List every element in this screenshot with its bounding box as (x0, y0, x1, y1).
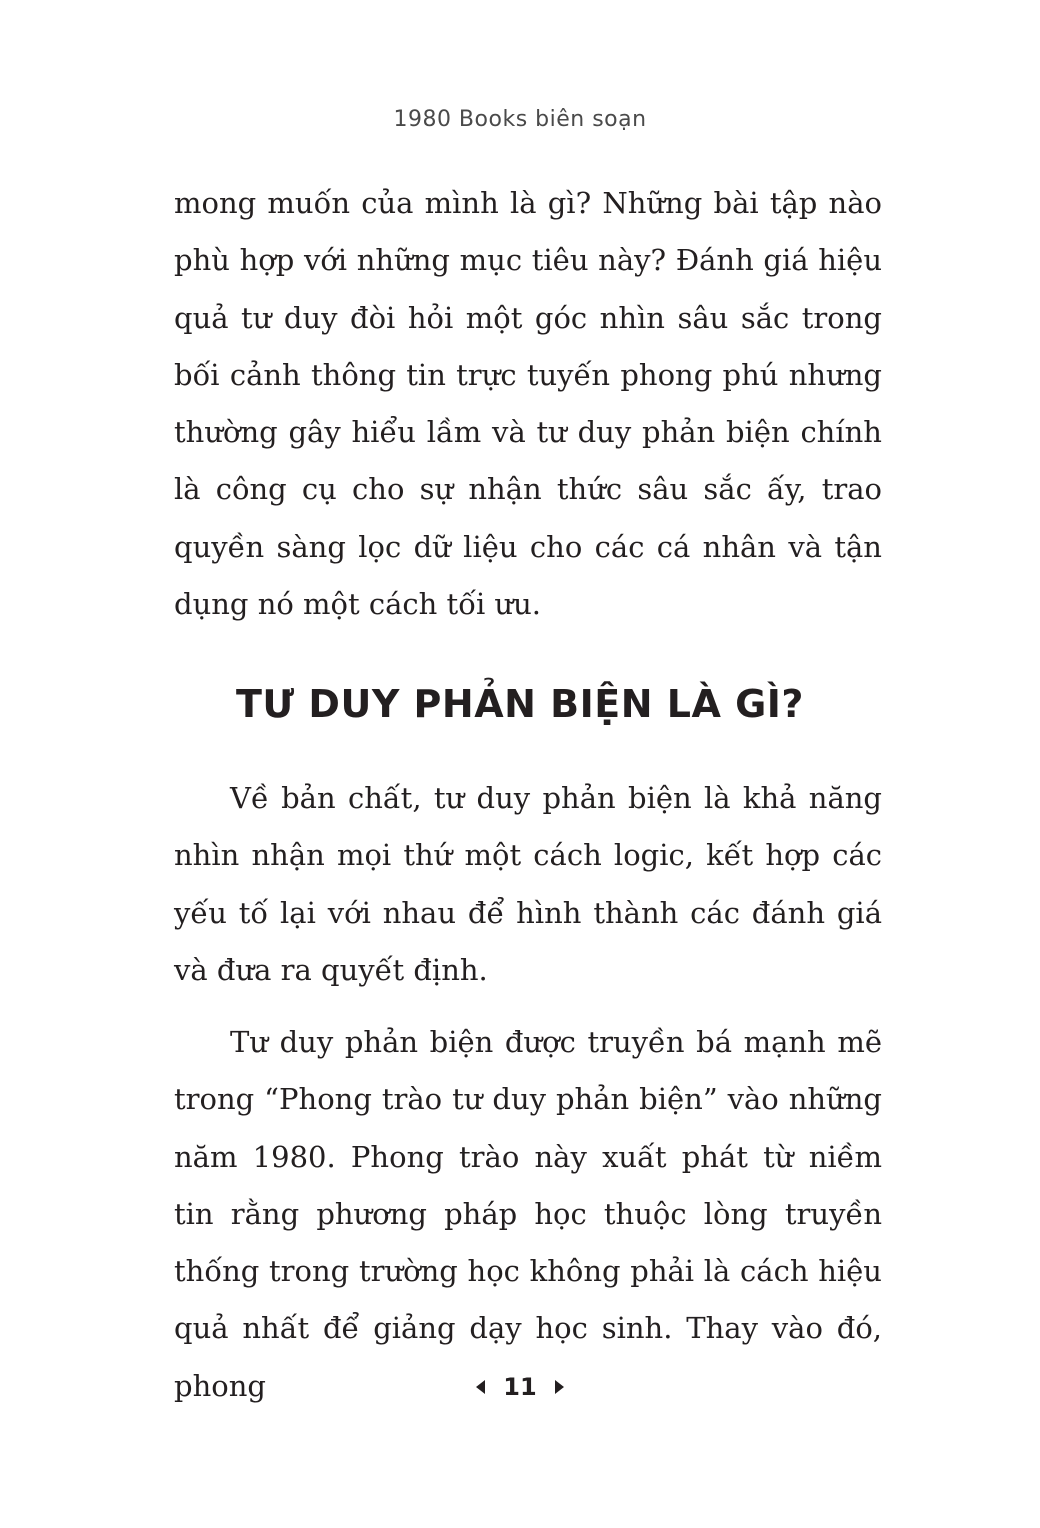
body-paragraph-3-container (174, 1014, 882, 1415)
triangle-left-icon (476, 1380, 485, 1394)
body-paragraph: Về bản chất, tư duy phản biện là khả năng nhìn nhận mọi thứ một cách logic, kết hợp các yếu tố lại với nhau để hình thành các đánh giá và đưa ra quyết định. (174, 781, 882, 987)
body-paragraph: mong muốn của mình là gì? Những bài tập nào phù hợp với những mục tiêu này? Đánh giá hiệu quả tư duy đòi hỏi một góc nhìn sâu sắc trong bối cảnh thông tin trực tuyến phong phú nhưng thường gây hiểu lầm và tư duy phản biện chính là công cụ cho sự nhận thức sâu sắc ấy, trao quyền sàng lọc dữ liệu cho các cá nhân và tận dụng nó một cách tối ưu. (174, 186, 882, 622)
body-paragraph: Tư duy phản biện được truyền bá mạnh mẽ trong “Phong trào tư duy phản biện” vào những năm 1980. Phong trào này xuất phát từ niềm tin rằng phương pháp học thuộc lòng truyền thống trong trường học không phải là cách hiệu quả nhất để giảng dạy học sinh. Thay vào đó, phong (174, 1025, 882, 1403)
running-header: 1980 Books biên soạn (393, 107, 647, 132)
triangle-right-icon (555, 1380, 564, 1394)
section-heading: TƯ DUY PHẢN BIỆN LÀ GÌ? (236, 682, 804, 726)
body-paragraph-1-container (174, 175, 882, 633)
page-number: 11 (503, 1373, 537, 1401)
page-number-folio (0, 1370, 1040, 1404)
body-paragraph-2-container (174, 770, 882, 999)
